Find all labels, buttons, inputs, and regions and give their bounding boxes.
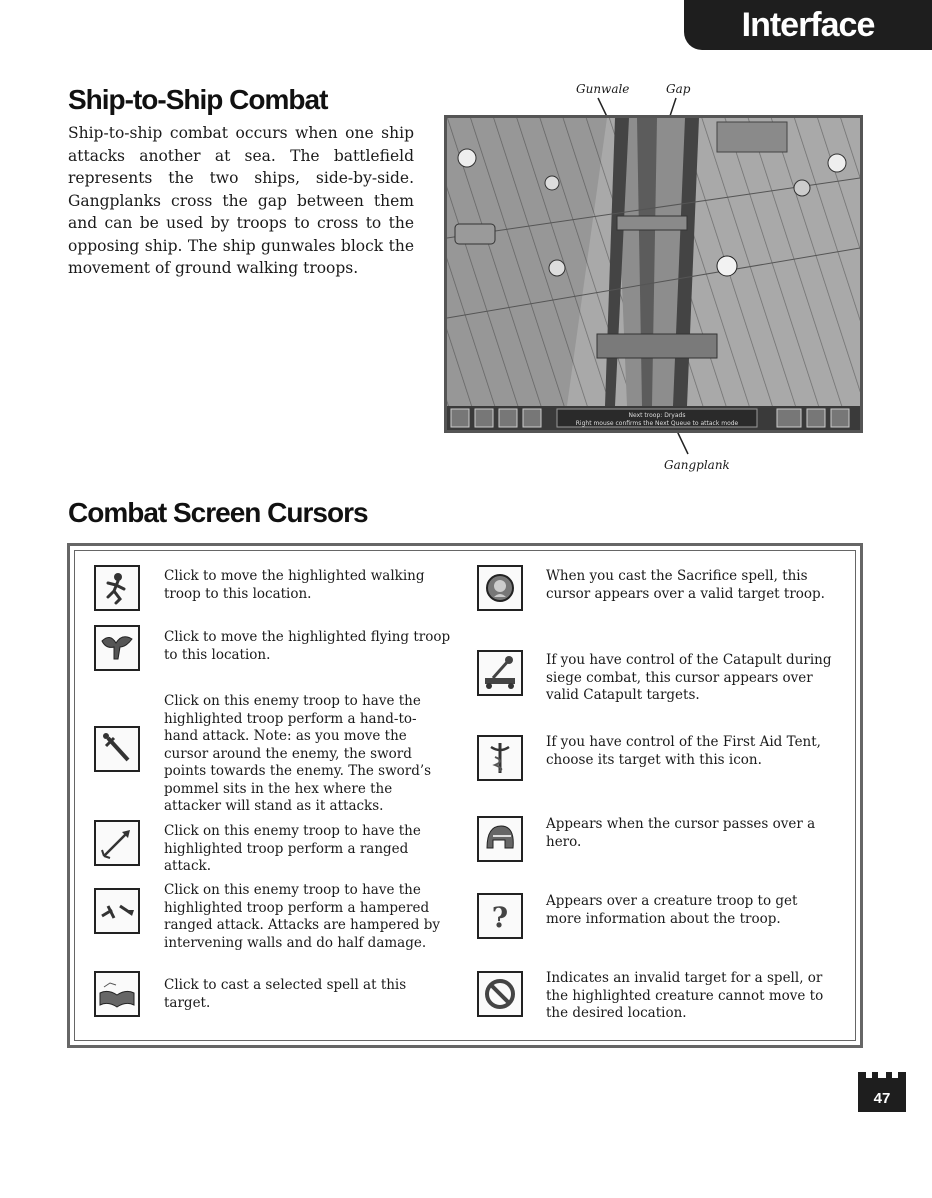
gunwale-caption: Gunwale bbox=[576, 82, 630, 96]
spellbook-icon bbox=[94, 971, 140, 1017]
ship-combat-screenshot bbox=[444, 115, 863, 433]
screenshot-status-line-2: Right mouse confirms the Next Queue to attack mode bbox=[575, 420, 739, 427]
flying-troop-icon bbox=[94, 625, 140, 671]
first-aid-icon bbox=[477, 735, 523, 781]
sacrifice-icon bbox=[477, 565, 523, 611]
walking-troop-icon bbox=[94, 565, 140, 611]
screenshot-status-line-1: Next troop: Dryads bbox=[628, 412, 686, 419]
walking-troop-text: Click to move the highlighted walking troop to this location. bbox=[164, 568, 425, 602]
chapter-header: Interface Reference bbox=[684, 0, 932, 50]
question-mark-text: Appears over a creature troop to get more information about the troop. bbox=[546, 893, 798, 927]
combat-cursors-title: Combat Screen Cursors bbox=[68, 497, 368, 528]
svg-text:?: ? bbox=[491, 901, 509, 934]
helmet-text: Appears when the cursor passes over a hero. bbox=[546, 816, 816, 850]
page-number: 47 bbox=[873, 1090, 891, 1107]
broken-arrow-text: Click on this enemy troop to have the highlighted troop perform a hampered ranged attack. Attacks are hampered by intervening walls and do half damage. bbox=[164, 882, 441, 951]
spellbook-text: Click to cast a selected spell at this target. bbox=[164, 977, 407, 1011]
sword-text: Click on this enemy troop to have the highlighted troop perform a hand-to-hand attack. Note: as you move the cursor around the enemy, the sword points towards the enemy. The sword’s pommel sits in the hex where the attacker will stand as it attacks. bbox=[164, 693, 432, 814]
no-entry-icon bbox=[477, 971, 523, 1017]
helmet-icon bbox=[477, 816, 523, 862]
sword-icon bbox=[94, 726, 140, 772]
arrow-icon bbox=[94, 820, 140, 866]
question-mark-icon bbox=[477, 893, 523, 939]
no-entry-text: Indicates an invalid target for a spell, or the highlighted creature cannot move to the desired location. bbox=[546, 970, 824, 1021]
ship-combat-title: Ship-to-Ship Combat bbox=[68, 84, 328, 115]
first-aid-text: If you have control of the First Aid Tent, choose its target with this icon. bbox=[546, 734, 821, 768]
flying-troop-text: Click to move the highlighted flying troop to this location. bbox=[164, 629, 451, 663]
sacrifice-text: When you cast the Sacrifice spell, this cursor appears over a valid target troop. bbox=[546, 568, 825, 602]
gangplank-caption: Gangplank bbox=[664, 458, 730, 472]
gap-caption: Gap bbox=[666, 82, 691, 96]
ship-combat-body: Ship-to-ship combat occurs when one ship attacks another at sea. The battlefield represents the two ships, side-by-side. Gangplanks cross the gap between them and can be used by troops to cross to the opposing ship. The ship gunwales block the movement of ground walking troops. bbox=[68, 124, 414, 277]
catapult-text: If you have control of the Catapult during siege combat, this cursor appears over valid Catapult targets. bbox=[546, 652, 832, 703]
catapult-icon bbox=[477, 650, 523, 696]
broken-arrow-icon bbox=[94, 888, 140, 934]
arrow-text: Click on this enemy troop to have the highlighted troop perform a ranged attack. bbox=[164, 823, 421, 874]
